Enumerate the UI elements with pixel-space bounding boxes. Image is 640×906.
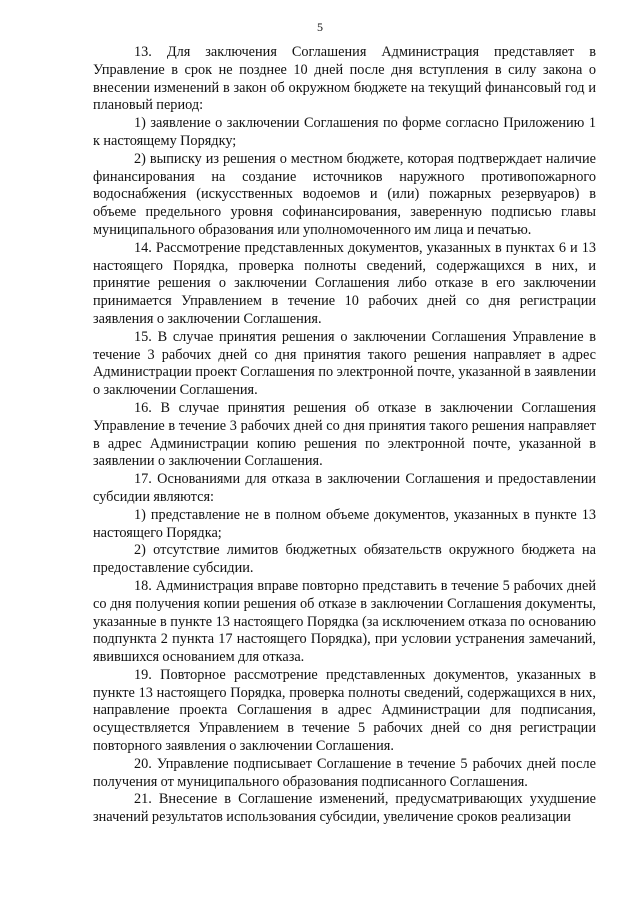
paragraph-17: 17. Основаниями для отказа в заключении Соглашения и предоставлении субсидии являются: [93, 471, 596, 505]
paragraph-14: 14. Рассмотрение представленных документов, указанных в пунктах 6 и 13 настоящего Порядка, проверка полноты сведений, содержащихся в них, и принятие решения о заключении Соглашения либо отказе в его заключении принимается Управлением в течение 10 рабочих дней со дня регистрации заявления о заключении Соглашения. [93, 239, 596, 327]
paragraph-20: 20. Управление подписывает Соглашение в течение 5 рабочих дней после получения от муниципального образования подписанного Соглашения. [93, 755, 596, 790]
paragraph-16: 16. В случае принятия решения об отказе в заключении Соглашения Управление в течение 3 рабочих дней со дня принятия такого решения направляет в адрес Администрации копию решения по электронной почте, указанной в заявлении о заключении Соглашения. [93, 399, 596, 470]
document-body [93, 44, 596, 827]
paragraph-13: 13. Для заключения Соглашения Администрация представляет в Управление в срок не позднее 10 дней после дня вступления в силу закона о внесении изменений в закон об окружном бюджете на текущий финансовый год и плановый период: [93, 44, 596, 114]
paragraph-18: 18. Администрация вправе повторно представить в течение 5 рабочих дней со дня получения копии решения об отказе в заключении Соглашения документы, указанные в пункте 13 настоящего Порядка (за исключением отказа по основанию подпункта 2 пункта 17 настоящего Порядка), при условии устранения замечаний, явившихся основанием для отказа. [93, 577, 596, 666]
paragraph-17-item-1: 1) представление не в полном объеме документов, указанных в пункте 13 настоящего Порядка; [93, 506, 596, 541]
paragraph-19: 19. Повторное рассмотрение представленных документов, указанных в пункте 13 настоящего Порядка, проверка полноты сведений, содержащихся в них, направление проекта Соглашения в адрес Администрации для подписания, осуществляется Управлением в течение 5 рабочих дней со дня регистрации повторного заявления о заключении Соглашения. [93, 666, 596, 755]
paragraph-13-item-1: 1) заявление о заключении Соглашения по форме согласно Приложению 1 к настоящему Порядку; [93, 115, 596, 149]
paragraph-21: 21. Внесение в Соглашение изменений, предусматривающих ухудшение значений результатов использования субсидии, увеличение сроков реализации [93, 791, 596, 826]
page-number: 5 [317, 20, 323, 34]
paragraph-13-item-2: 2) выписку из решения о местном бюджете, которая подтверждает наличие финансирования на создание источников наружного противопожарного водоснабжения (искусственных водоемов и (или) пожарных резервуаров) в объеме предельного уровня софинансирования, заверенную подписью главы муниципального образования или уполномоченного им лица и печатью. [93, 150, 596, 238]
paragraph-15: 15. В случае принятия решения о заключении Соглашения Управление в течение 3 рабочих дней со дня принятия такого решения направляет в адрес Администрации проект Соглашения по электронной почте, указанной в заявлении о заключении Соглашения. [93, 328, 596, 399]
paragraph-17-item-2: 2) отсутствие лимитов бюджетных обязательств окружного бюджета на предоставление субсидии. [93, 542, 596, 577]
